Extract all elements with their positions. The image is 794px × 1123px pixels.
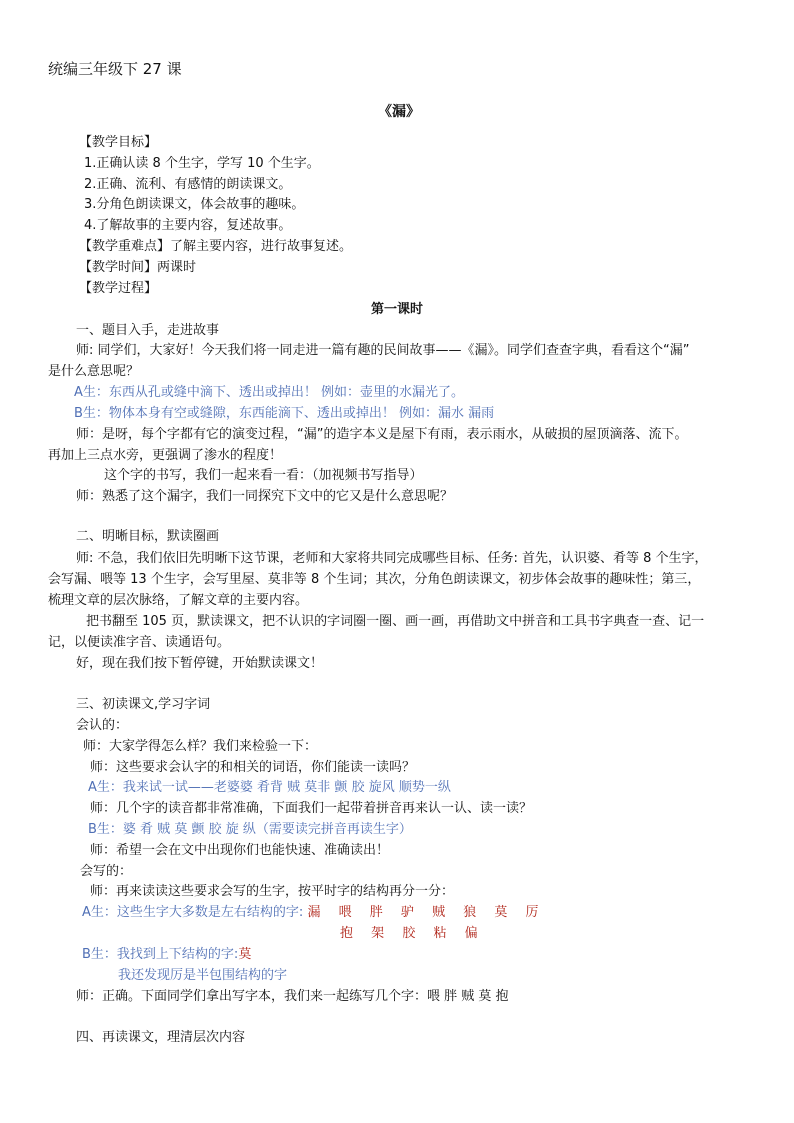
subheading-recognize: 会认的： — [76, 718, 129, 733]
character: 狼 — [463, 905, 477, 920]
character: 架 — [371, 926, 385, 941]
character: 贼 — [432, 905, 446, 920]
student-b-answer: B生：婆 肴 贼 莫 颤 胶 旋 纵（需要读完拼音再读生字） — [88, 822, 412, 837]
goal-item: 1.正确认读 8 个生字，学写 10 个生字。 — [84, 156, 320, 171]
process-heading: 【教学过程】 — [79, 281, 158, 296]
student-a-answer: A生：这些生字大多数是左右结构的字: 漏 喂 胖 驴 贼 狼 莫 厉 — [82, 905, 539, 920]
paragraph-line: 师：几个字的读音都非常准确，下面我们一起带着拼音再来认一认、读一读？ — [90, 801, 533, 816]
paragraph-line: 师：大家学得怎么样？我们来检验一下： — [83, 739, 318, 754]
paragraph-line: 梳理文章的层次脉络，了解文章的主要内容。 — [48, 593, 309, 608]
character: 偏 — [464, 926, 478, 941]
paragraph-line: 师：正确。下面同学们拿出写字本，我们来一起练写几个字：喂 胖 贼 莫 抱 — [76, 989, 509, 1004]
section-4-heading: 四、再读课文，理清层次内容 — [76, 1030, 246, 1045]
paragraph-line: 记，以便读准字音、读通语句。 — [48, 635, 231, 650]
character: 莫 — [494, 905, 508, 920]
character: 驴 — [400, 905, 414, 920]
character-group — [340, 925, 478, 943]
paragraph-line: 师：熟悉了这个漏字，我们一同探究下文中的它又是什么意思呢？ — [76, 489, 454, 504]
student-a-label: A — [74, 385, 83, 400]
paragraph-line: 师：希望一会在文中出现你们也能快速、准确读出！ — [90, 843, 390, 858]
student-a-label: A — [82, 905, 91, 920]
section-3-heading: 三、初读课文,学习字词 — [76, 697, 211, 712]
paragraph-line: 师：是呀，每个字都有它的演变过程，“漏”的造字本义是屋下有雨，表示雨水，从破损的屋顶滴落、流下。 — [76, 427, 688, 442]
difficulty-line: 【教学重难点】了解主要内容，进行故事复述。 — [79, 239, 353, 254]
subheading-write: 会写的： — [80, 864, 133, 879]
paragraph-line: 师: 不急，我们依旧先明晰下这节课，老师和大家将共同完成哪些目标、任务: 首先，认识婆、肴等 8 个生字， — [76, 551, 708, 566]
section-1-heading: 一、题目入手，走进故事 — [76, 323, 220, 338]
character: 厉 — [525, 905, 539, 920]
student-a-answer: A生：东西从孔或缝中滴下、透出或掉出！ 例如：壶里的水漏光了。 — [74, 385, 465, 400]
character: 莫 — [238, 947, 252, 962]
character: 胖 — [369, 905, 383, 920]
student-b-answer-cont: 我还发现厉是半包围结构的字 — [118, 968, 288, 983]
character: 喂 — [338, 905, 352, 920]
character-group — [307, 905, 538, 920]
period-heading: 第一课时 — [371, 302, 424, 317]
student-b-label: B — [88, 822, 97, 837]
character: 漏 — [307, 905, 321, 920]
paragraph-line: 这个字的书写，我们一起来看一看：（加视频书写指导） — [104, 468, 423, 483]
character: 抱 — [340, 926, 354, 941]
paragraph-line: 是什么意思呢？ — [48, 364, 140, 379]
section-2-heading: 二、明晰目标，默读圈画 — [76, 529, 220, 544]
paragraph-line: 师: 同学们，大家好！今天我们将一同走进一篇有趣的民间故事——《漏》。同学们查查字典，看看这个“漏” — [76, 343, 690, 358]
lesson-title: 《漏》 — [378, 104, 420, 120]
character: 粘 — [433, 926, 447, 941]
student-b-answer: B生：物体本身有空或缝隙，东西能滴下、透出或掉出！ 例如：漏水 漏雨 — [74, 406, 495, 421]
paragraph-line: 师：这些要求会认字的和相关的词语，你们能读一读吗？ — [90, 760, 416, 775]
student-a-label: A — [88, 780, 97, 795]
paragraph-line: 再加上三点水旁，更强调了渗水的程度！ — [48, 448, 283, 463]
student-b-label: B — [82, 947, 91, 962]
paragraph-line: 好，现在我们按下暂停键，开始默读课文！ — [76, 656, 324, 671]
paragraph-line: 会写漏、喂等 13 个生字，会写里屋、莫非等 8 个生词；其次，分角色朗读课文，初步体会故事的趣味性；第三， — [48, 572, 701, 587]
student-b-label: B — [74, 406, 83, 421]
goal-item: 2.正确、流利、有感情的朗读课文。 — [84, 177, 292, 192]
student-a-answer: A生：我来试一试——老婆婆 肴背 贼 莫非 颤 胶 旋风 顺势一纵 — [88, 780, 451, 795]
paragraph-line: 把书翻至 105 页，默读课文，把不认识的字词圈一圈、画一画，再借助文中拼音和工具书字典查一查、记一 — [86, 614, 705, 629]
goal-item: 3.分角色朗读课文，体会故事的趣味。 — [84, 197, 305, 212]
time-line: 【教学时间】两课时 — [79, 260, 197, 275]
student-b-answer: B生：我找到上下结构的字:莫 — [82, 947, 252, 962]
goals-heading: 【教学目标】 — [79, 135, 158, 150]
lesson-header: 统编三年级下 27 课 — [48, 60, 182, 78]
goal-item: 4.了解故事的主要内容，复述故事。 — [84, 218, 292, 233]
character: 胶 — [402, 926, 416, 941]
paragraph-line: 师：再来读读这些要求会写的生字，按平时字的结构再分一分： — [90, 884, 455, 899]
